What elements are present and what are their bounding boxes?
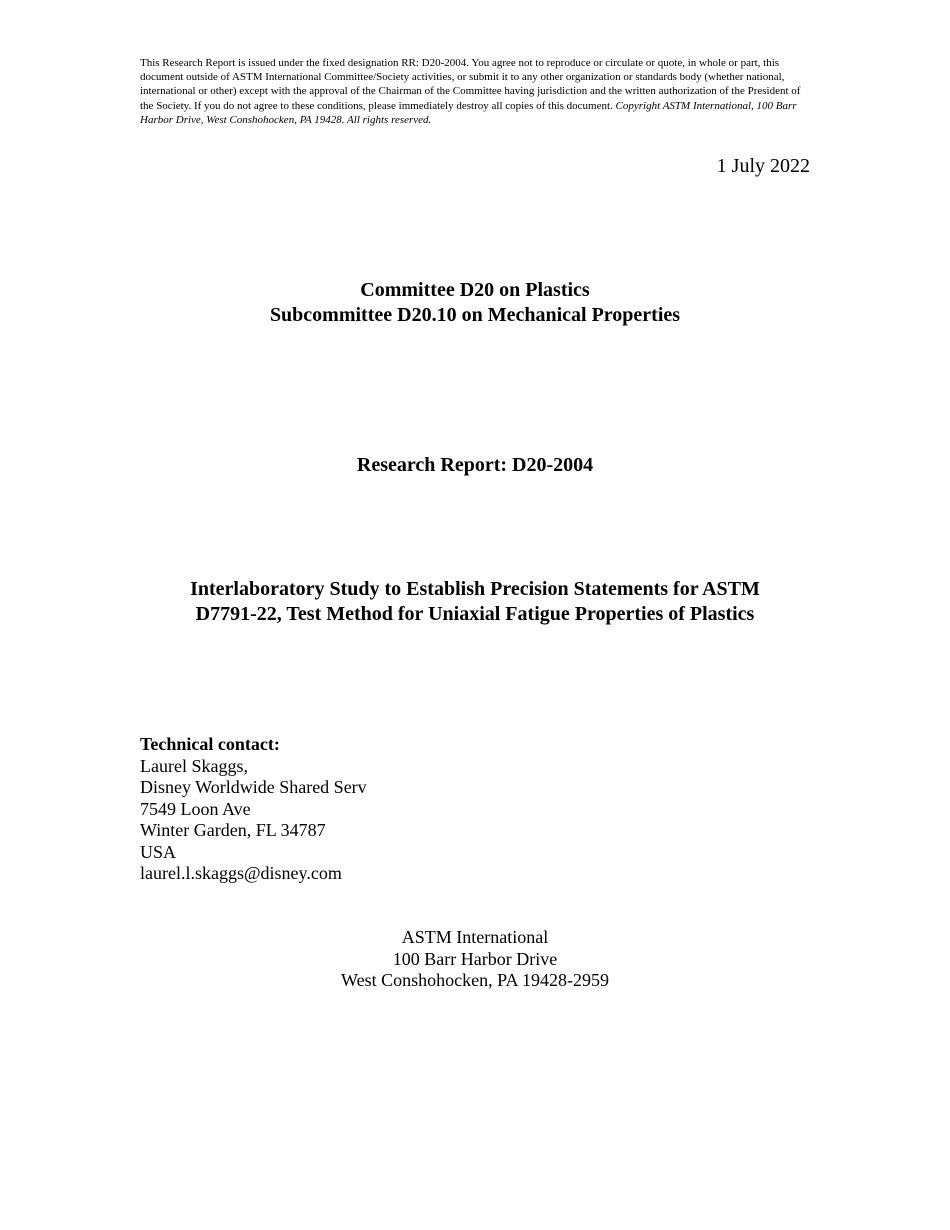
contact-name: Laurel Skaggs, [140,755,248,776]
astm-address-block [0,927,950,992]
subcommittee-name: Subcommittee D20.10 on Mechanical Properties [269,304,681,326]
contact-city: Winter Garden, FL 34787 [140,820,326,840]
technical-contact-block [140,734,367,885]
study-title-line-1: Interlaboratory Study to Establish Precision Statements for ASTM [190,578,760,600]
committee-name: Committee D20 on Plastics [360,279,590,301]
astm-city: West Conshohocken, PA 19428-2959 [341,970,609,990]
study-title-line-2: D7791-22, Test Method for Uniaxial Fatigue Properties of Plastics [195,603,755,625]
contact-organization: Disney Worldwide Shared Serv [140,777,367,797]
contact-email: laurel.l.skaggs@disney.com [140,863,342,883]
report-id: Research Report: D20-2004 [356,454,594,476]
contact-country: USA [140,841,177,862]
report-id-heading [0,453,950,478]
copyright-text: Copyright ASTM International, 100 Barr Harbor Drive, West Conshohocken, PA 19428. All rights reserved. [140,99,797,126]
contact-street: 7549 Loon Ave [140,798,251,819]
technical-contact-label: Technical contact: [140,734,280,754]
usage-notice-text: This Research Report is issued under the fixed designation RR: D20-2004. You agree not to reproduce or circulate or quote, in whole or part, this document outside of ASTM International Committee/Society activities, or submit it to any other organization or standards body (whether national, international or other) except with the approval of the Chairman of the Committee having jurisdiction and the written authorization of the President of the Society. If you do not agree to these conditions, please immediately destroy all copies of this document. [140,57,801,112]
astm-name: ASTM International [401,927,549,947]
report-date: 1 July 2022 [716,155,810,177]
committee-heading [0,278,950,328]
study-title [0,577,950,627]
usage-notice [140,56,810,127]
astm-street: 100 Barr Harbor Drive [392,948,558,969]
